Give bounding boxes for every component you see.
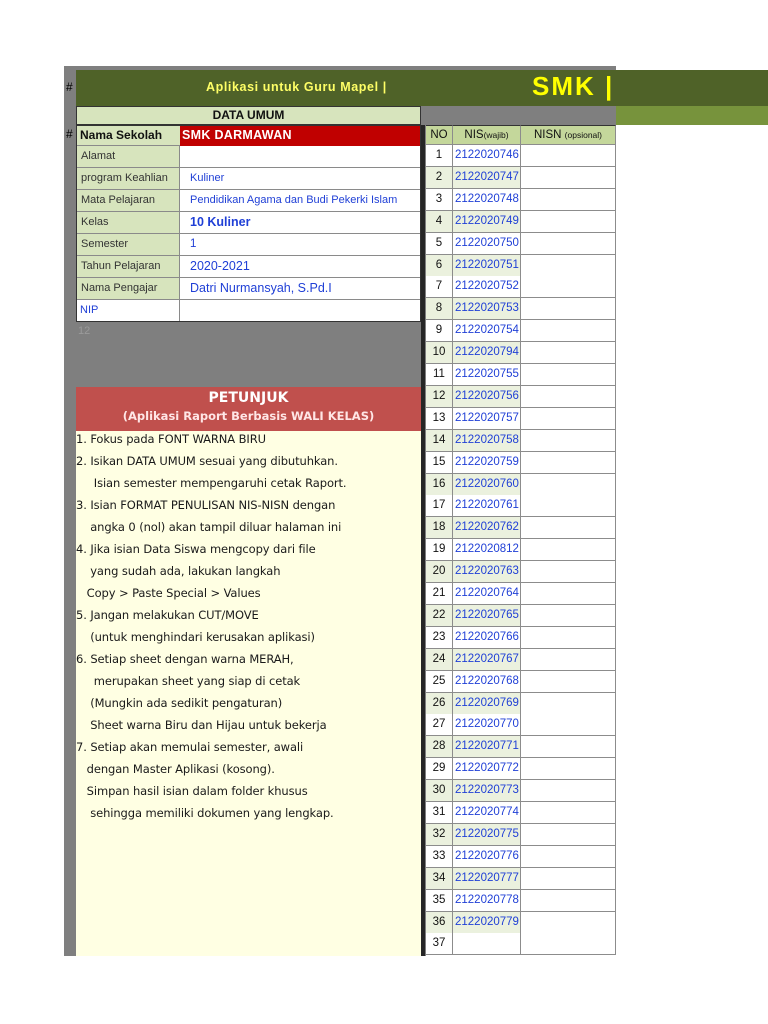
nisn-cell[interactable] <box>521 605 616 627</box>
petunjuk-line: yang sudah ada, lakukan langkah <box>76 564 281 578</box>
nis-cell[interactable]: 2122020749 <box>453 211 521 233</box>
value-alamat[interactable] <box>180 146 420 168</box>
label-kelas: Kelas <box>77 212 180 234</box>
col-header-nis-note: (wajib) <box>483 130 509 140</box>
label-nama-sekolah: Nama Sekolah <box>77 126 180 146</box>
row-number: 10 <box>426 342 453 364</box>
value-semester[interactable]: 1 <box>180 234 420 256</box>
row-number: 4 <box>426 211 453 233</box>
row-number: 5 <box>426 233 453 255</box>
nisn-cell[interactable] <box>521 868 616 890</box>
nis-cell[interactable]: 2122020779 <box>453 912 521 934</box>
nis-cell[interactable]: 2122020771 <box>453 736 521 758</box>
nis-cell[interactable]: 2122020763 <box>453 561 521 583</box>
row-number: 18 <box>426 517 453 539</box>
nisn-cell[interactable] <box>521 342 616 364</box>
nis-cell[interactable]: 2122020761 <box>453 495 521 517</box>
nis-cell[interactable]: 2122020767 <box>453 649 521 671</box>
nisn-cell[interactable] <box>521 539 616 561</box>
nisn-cell[interactable] <box>521 561 616 583</box>
petunjuk-line: (Mungkin ada sedikit pengaturan) <box>76 696 283 710</box>
row-number: 31 <box>426 802 453 824</box>
row-number: 8 <box>426 298 453 320</box>
col-header-no <box>426 125 453 145</box>
petunjuk-line: 6. Setiap sheet dengan warna MERAH, <box>76 652 294 666</box>
data-umum-title <box>76 106 421 125</box>
nisn-cell[interactable] <box>521 583 616 605</box>
col-header-nis <box>453 125 521 145</box>
row-number: 13 <box>426 408 453 430</box>
nis-cell[interactable] <box>453 933 521 955</box>
label-tahun-pelajaran: Tahun Pelajaran <box>77 256 180 278</box>
value-nip[interactable] <box>180 300 420 321</box>
nis-cell[interactable]: 2122020764 <box>453 583 521 605</box>
nis-cell[interactable]: 2122020746 <box>453 145 521 167</box>
nis-cell[interactable]: 2122020773 <box>453 780 521 802</box>
app-title: Aplikasi untuk Guru Mapel | <box>206 80 387 94</box>
nis-cell[interactable]: 2122020758 <box>453 430 521 452</box>
nis-cell[interactable]: 2122020768 <box>453 671 521 693</box>
faded-row-number: 12 <box>78 325 91 337</box>
row-number: 27 <box>426 714 453 736</box>
row-number: 1 <box>426 145 453 167</box>
nis-cell[interactable]: 2122020778 <box>453 890 521 912</box>
petunjuk-line: 2. Isikan DATA UMUM sesuai yang dibutuhkan. <box>76 454 338 468</box>
nisn-cell[interactable] <box>521 736 616 758</box>
row-number: 33 <box>426 846 453 868</box>
col-header-nis-text: NIS <box>464 129 484 141</box>
nisn-cell[interactable] <box>521 320 616 342</box>
nis-cell[interactable]: 2122020751 <box>453 255 521 277</box>
nis-cell[interactable]: 2122020774 <box>453 802 521 824</box>
row-number: 26 <box>426 693 453 715</box>
nis-cell[interactable]: 2122020794 <box>453 342 521 364</box>
nis-cell[interactable]: 2122020775 <box>453 824 521 846</box>
row-number: 22 <box>426 605 453 627</box>
nisn-cell[interactable] <box>521 780 616 802</box>
nisn-cell[interactable] <box>521 408 616 430</box>
nisn-cell[interactable] <box>521 714 616 736</box>
petunjuk-line: 3. Isian FORMAT PENULISAN NIS-NISN dengan <box>76 498 336 512</box>
row-number: 28 <box>426 736 453 758</box>
petunjuk-line: Copy > Paste Special > Values <box>76 586 261 600</box>
nis-cell[interactable]: 2122020770 <box>453 714 521 736</box>
petunjuk-line: dengan Master Aplikasi (kosong). <box>76 762 275 776</box>
nisn-cell[interactable] <box>521 386 616 408</box>
row-number: 17 <box>426 495 453 517</box>
petunjuk-line: merupakan sheet yang siap di cetak <box>76 674 301 688</box>
row-number: 36 <box>426 912 453 934</box>
row-number: 19 <box>426 539 453 561</box>
header-band <box>76 70 768 106</box>
data-umum-title-text: DATA UMUM <box>212 108 285 122</box>
nis-cell[interactable]: 2122020754 <box>453 320 521 342</box>
label-program-keahlian: program Keahlian <box>77 168 180 190</box>
row-number: 12 <box>426 386 453 408</box>
nis-cell[interactable]: 2122020750 <box>453 233 521 255</box>
petunjuk-line: Isian semester mempengaruhi cetak Raport. <box>76 476 347 490</box>
hash-mark: # <box>66 80 73 94</box>
label-mata-pelajaran: Mata Pelajaran <box>77 190 180 212</box>
row-number: 15 <box>426 452 453 474</box>
petunjuk-header <box>76 387 421 431</box>
label-nama-pengajar: Nama Pengajar <box>77 278 180 300</box>
petunjuk-line: (untuk menghindari kerusakan aplikasi) <box>76 630 315 644</box>
nisn-cell[interactable] <box>521 824 616 846</box>
header-right-accent <box>616 106 768 125</box>
petunjuk-line: 5. Jangan melakukan CUT/MOVE <box>76 608 259 622</box>
nis-cell[interactable]: 2122020747 <box>453 167 521 189</box>
nis-cell[interactable]: 2122020769 <box>453 693 521 715</box>
nis-cell[interactable]: 2122020760 <box>453 474 521 496</box>
row-number: 30 <box>426 780 453 802</box>
nisn-cell[interactable] <box>521 255 616 277</box>
nis-cell[interactable]: 2122020756 <box>453 386 521 408</box>
nis-cell[interactable]: 2122020765 <box>453 605 521 627</box>
nisn-cell[interactable] <box>521 890 616 912</box>
row-number: 34 <box>426 868 453 890</box>
nis-cell[interactable]: 2122020762 <box>453 517 521 539</box>
col-header-nisn-note: (opsional) <box>564 130 602 140</box>
row-number: 9 <box>426 320 453 342</box>
row-number: 37 <box>426 933 453 955</box>
nisn-cell[interactable] <box>521 933 616 955</box>
value-tahun-pelajaran[interactable]: 2020-2021 <box>180 256 420 278</box>
nisn-cell[interactable] <box>521 430 616 452</box>
petunjuk-line: sehingga memiliki dokumen yang lengkap. <box>76 806 334 820</box>
nisn-cell[interactable] <box>521 233 616 255</box>
nis-cell[interactable]: 2122020755 <box>453 364 521 386</box>
petunjuk-line: Sheet warna Biru dan Hijau untuk bekerja <box>76 718 327 732</box>
row-number: 24 <box>426 649 453 671</box>
row-number: 6 <box>426 255 453 277</box>
school-banner: SMK | <box>532 71 615 101</box>
col-header-nisn <box>521 125 616 145</box>
value-program-keahlian[interactable]: Kuliner <box>180 168 420 190</box>
nisn-cell[interactable] <box>521 167 616 189</box>
row-number: 25 <box>426 671 453 693</box>
nis-cell[interactable]: 2122020772 <box>453 758 521 780</box>
row-number: 3 <box>426 189 453 211</box>
row-number: 29 <box>426 758 453 780</box>
petunjuk-line: 7. Setiap akan memulai semester, awali <box>76 740 304 754</box>
nisn-cell[interactable] <box>521 693 616 715</box>
row-number: 7 <box>426 276 453 298</box>
col-header-nisn-text: NISN <box>533 129 562 141</box>
nis-cell[interactable]: 2122020752 <box>453 276 521 298</box>
nisn-cell[interactable] <box>521 671 616 693</box>
label-nip: NIP <box>77 300 180 321</box>
nis-cell[interactable]: 2122020812 <box>453 539 521 561</box>
nisn-cell[interactable] <box>521 298 616 320</box>
nis-cell[interactable]: 2122020753 <box>453 298 521 320</box>
nis-cell[interactable]: 2122020776 <box>453 846 521 868</box>
nisn-cell[interactable] <box>521 802 616 824</box>
nisn-cell[interactable] <box>521 189 616 211</box>
nisn-cell[interactable] <box>521 912 616 934</box>
row-number: 35 <box>426 890 453 912</box>
panel-separator <box>421 125 425 956</box>
row-number: 21 <box>426 583 453 605</box>
nisn-cell[interactable] <box>521 649 616 671</box>
petunjuk-line: 4. Jika isian Data Siswa mengcopy dari file <box>76 542 316 556</box>
nis-cell[interactable]: 2122020766 <box>453 627 521 649</box>
nisn-cell[interactable] <box>521 517 616 539</box>
petunjuk-line: 1. Fokus pada FONT WARNA BIRU <box>76 432 266 446</box>
nisn-cell[interactable] <box>521 495 616 517</box>
value-nama-pengajar[interactable]: Datri Nurmansyah, S.Pd.I <box>180 278 420 300</box>
row-number: 23 <box>426 627 453 649</box>
row-number: 14 <box>426 430 453 452</box>
nisn-cell[interactable] <box>521 452 616 474</box>
nisn-cell[interactable] <box>521 145 616 167</box>
col-header-no-text: NO <box>430 129 448 141</box>
row-number: 11 <box>426 364 453 386</box>
value-mata-pelajaran[interactable]: Pendidikan Agama dan Budi Pekerki Islam <box>180 190 420 212</box>
nis-cell[interactable]: 2122020759 <box>453 452 521 474</box>
petunjuk-line: Simpan hasil isian dalam folder khusus <box>76 784 308 798</box>
row-number: 16 <box>426 474 453 496</box>
hash-mark-2: # <box>66 127 73 141</box>
nis-cell[interactable]: 2122020748 <box>453 189 521 211</box>
petunjuk-title: PETUNJUK <box>208 390 289 406</box>
nisn-cell[interactable] <box>521 211 616 233</box>
row-number: 2 <box>426 167 453 189</box>
row-number: 20 <box>426 561 453 583</box>
value-nama-sekolah[interactable]: SMK DARMAWAN <box>180 126 420 146</box>
label-alamat: Alamat <box>77 146 180 168</box>
nisn-cell[interactable] <box>521 846 616 868</box>
petunjuk-subtitle: (Aplikasi Raport Berbasis WALI KELAS) <box>122 409 375 423</box>
row-number: 32 <box>426 824 453 846</box>
nisn-cell[interactable] <box>521 627 616 649</box>
nis-cell[interactable]: 2122020777 <box>453 868 521 890</box>
nisn-cell[interactable] <box>521 474 616 496</box>
nisn-cell[interactable] <box>521 276 616 298</box>
label-semester: Semester <box>77 234 180 256</box>
petunjuk-line: angka 0 (nol) akan tampil diluar halaman ini <box>76 520 342 534</box>
nis-cell[interactable]: 2122020757 <box>453 408 521 430</box>
nisn-cell[interactable] <box>521 758 616 780</box>
value-kelas[interactable]: 10 Kuliner <box>180 212 420 234</box>
nisn-cell[interactable] <box>521 364 616 386</box>
